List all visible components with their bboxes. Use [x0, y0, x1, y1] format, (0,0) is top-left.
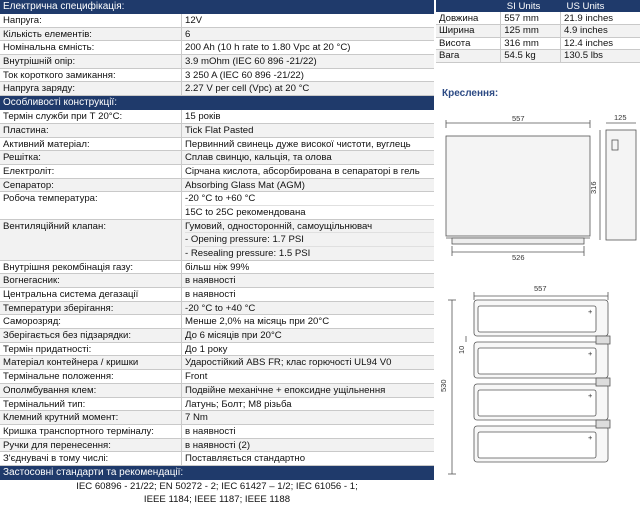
row-value: 3 250 A (IEC 60 896 -21/22) — [181, 69, 434, 82]
terminal-plus-2: + — [588, 349, 593, 358]
row-value: Первинний свинець дуже високої чистоти, вуглець — [181, 138, 434, 151]
dims-cell: 12.4 inches — [561, 37, 640, 50]
dims-cell: Довжина — [436, 12, 501, 25]
temp-range: -20 °C to +60 °C — [185, 192, 434, 206]
row-key: Термін служби при Т 20°С: — [3, 111, 123, 123]
row-key: Напруга заряду: — [3, 83, 75, 95]
row-value: 3.9 mOhm (IEC 60 896 -21/22) — [181, 55, 434, 68]
terminal-plus-3: + — [588, 391, 593, 400]
dims-cell: 54.5 kg — [501, 50, 561, 63]
terminal-plus-4: + — [588, 433, 593, 442]
row-key: Решітка: — [3, 152, 41, 164]
row-key: Ток короткого замикання: — [3, 69, 116, 81]
row-value: До 1 року — [181, 343, 434, 356]
dims-cell: 21.9 inches — [561, 12, 640, 25]
row-key: Термін придатності: — [3, 343, 92, 355]
row-value: Латунь; Болт; M8 різьба — [181, 398, 434, 411]
side-view — [446, 120, 590, 256]
row-key: Вентиляційний клапан: — [3, 220, 106, 232]
row-key: Зберігається без підзарядки: — [3, 330, 132, 342]
row-key: Термінальний тип: — [3, 398, 86, 410]
row-value: 6 — [181, 28, 434, 41]
row-value: в наявності (2) — [181, 439, 434, 452]
standards-line-1: IEC 60896 - 21/22; EN 50272 - 2; IEC 61427 – 1/2; IEC 61056 - 1; — [76, 480, 358, 492]
row-value: Front — [181, 370, 434, 383]
row-key: Активний матеріал: — [3, 138, 90, 150]
row-key: Кришка транспортного терміналу: — [3, 425, 154, 437]
dims-cell: Ширина — [436, 25, 501, 38]
terminal-plus-1: + — [588, 307, 593, 316]
dim-height: 316 — [589, 181, 598, 194]
row-key: Матеріал контейнера / кришки — [3, 357, 139, 369]
row-key: Термінальне положення: — [3, 371, 114, 383]
dims-cell: 125 mm — [501, 25, 561, 38]
row-value: Поставляється стандартно — [181, 452, 434, 465]
temp-recommended: 15C to 25C рекомендована — [185, 206, 306, 218]
row-key: Клемний крутний момент: — [3, 412, 119, 424]
end-view — [600, 123, 636, 240]
dim-base: 526 — [512, 253, 525, 262]
row-value: Tick Flat Pasted — [181, 124, 434, 137]
row-key: Вогнегасник: — [3, 275, 60, 287]
dims-cell: 316 mm — [501, 37, 561, 50]
valve-opening: - Opening pressure: 1.7 PSI — [185, 233, 434, 247]
row-value: в наявності — [181, 425, 434, 438]
design-header: Особливості конструкції: — [0, 96, 434, 110]
row-key: Ополмбування клем: — [3, 384, 97, 396]
row-key: Ручки для перенесення: — [3, 439, 111, 451]
row-key: Напруга: — [3, 15, 42, 26]
row-value: 12V — [181, 14, 434, 27]
row-value: в наявності — [181, 274, 434, 287]
row-value: Ударостійкий ABS FR; клас горючості UL94 V0 — [181, 356, 434, 369]
row-key: Сепаратор: — [3, 179, 54, 191]
row-key: Робоча температура: — [3, 193, 98, 205]
valve-type: Гумовий, односторонній, самоущільнювач — [185, 220, 434, 234]
dim-front-height: 530 — [439, 379, 448, 392]
row-value: в наявності — [181, 288, 434, 301]
standards-line-2: IEEE 1184; IEEE 1187; IEEE 1188 — [143, 493, 291, 505]
row-key: Саморозряд: — [3, 316, 61, 328]
dim-width-top: 125 — [614, 113, 627, 122]
dims-cell: 130.5 lbs — [561, 50, 640, 63]
dims-cell: 557 mm — [501, 12, 561, 25]
dims-cell: Висота — [436, 37, 501, 50]
row-value: Сплав свинцю, кальція, та олова — [181, 151, 434, 164]
row-value: Менше 2,0% на місяць при 20°C — [181, 315, 434, 328]
row-value: 2.27 V per cell (Vpc) at 20 °C — [181, 82, 434, 95]
row-value: Absorbing Glass Mat (AGM) — [181, 179, 434, 192]
row-value: 7 Nm — [181, 411, 434, 424]
row-value: більш ніж 99% — [181, 261, 434, 274]
dim-front-length: 557 — [534, 284, 547, 293]
row-key: Пластина: — [3, 124, 49, 136]
dims-header-cell: SI Units — [501, 0, 561, 12]
standards-header: Застосовні стандарти та рекомендації: — [0, 466, 434, 480]
valve-resealing: - Resealing pressure: 1.5 PSI — [185, 248, 311, 260]
dims-header-cell: US Units — [561, 0, 640, 12]
row-value: Подвійне механічне + епоксидне ущільнення — [181, 384, 434, 397]
drawing-title: Креслення: — [442, 88, 499, 99]
electrical-header: Електрична специфікація: — [0, 0, 434, 14]
row-key: Внутрішній опір: — [3, 56, 76, 68]
row-value: 15 років — [181, 110, 434, 123]
row-key: Центральна система дегазації — [3, 289, 139, 301]
row-key: Кількість елементів: — [3, 28, 92, 40]
row-value: -20 °C to +40 °C — [181, 302, 434, 315]
dim-front-width: 10 — [457, 345, 466, 354]
row-value: До 6 місяців при 20°C — [181, 329, 434, 342]
row-key: Внутрішня рекомбінація газу: — [3, 261, 134, 273]
row-key: З'єднувачі в тому числі: — [3, 453, 109, 465]
front-view — [448, 292, 610, 474]
row-key: Електроліт: — [3, 165, 55, 177]
dims-cell: Вага — [436, 50, 501, 63]
row-value: Сірчана кислота, абсорбирована в сепараторі в гель — [181, 165, 434, 178]
row-value: 200 Ah (10 h rate to 1.80 Vpc at 20 °C) — [181, 41, 434, 54]
row-key: Номінальна ємність: — [3, 42, 95, 54]
row-key: Температури зберігання: — [3, 302, 114, 314]
dims-cell: 4.9 inches — [561, 25, 640, 38]
dim-length-top: 557 — [512, 114, 525, 123]
